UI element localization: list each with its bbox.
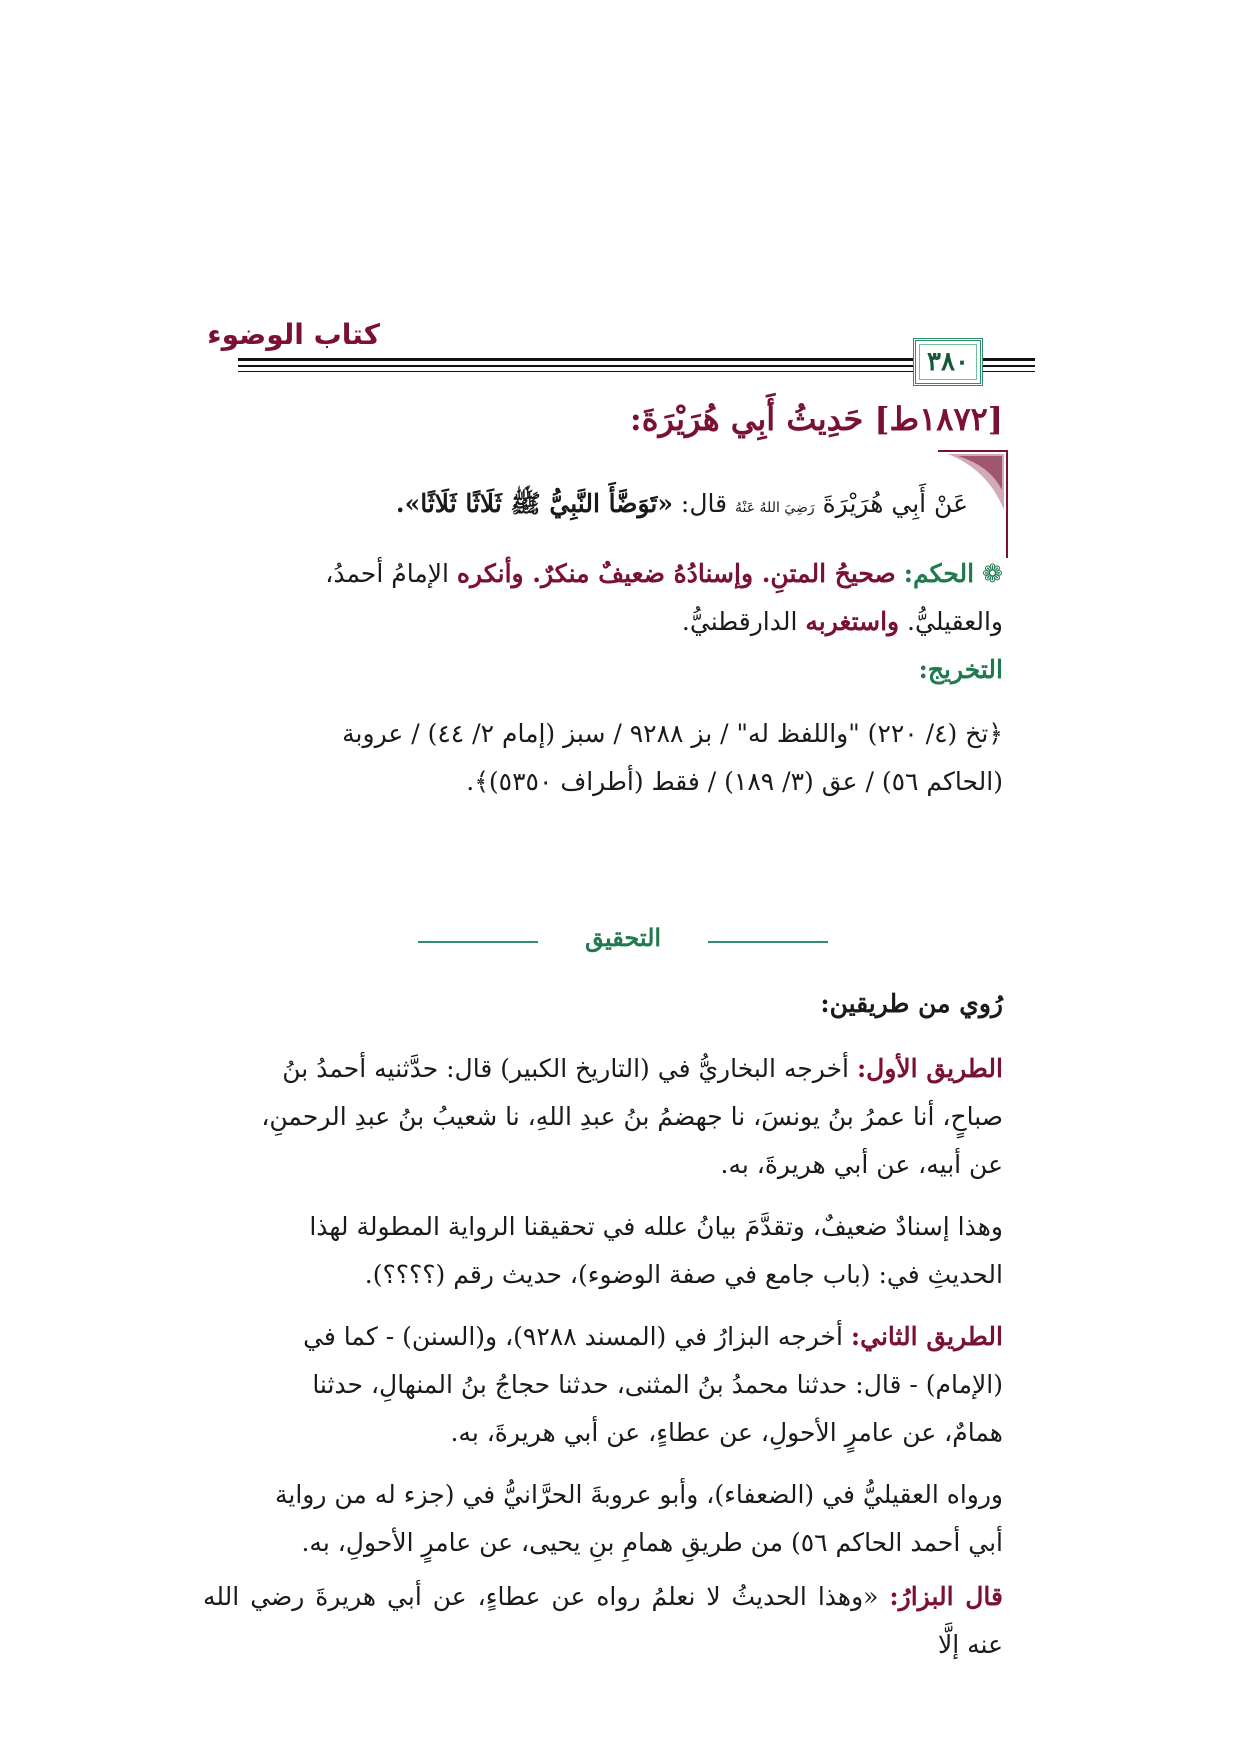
paragraph-4-line-1: ورواه العقيليُّ في (الضعفاء)، وأبو عروبةَ الحرَّانيُّ في (جزء له من رواية xyxy=(274,1480,1003,1509)
flower-icon: ❁ xyxy=(982,559,1003,588)
bazzar-label: قال البزارُ: xyxy=(889,1582,1003,1611)
ruling-label: الحكم: xyxy=(903,559,975,588)
takhrij-line-1: ﴿تخ (٤/ ٢٢٠) "واللفظ له" / بز ٩٢٨٨ / سبز (إمام ٢/ ٤٤) / عروبة xyxy=(342,719,1003,748)
intro-paragraph: رُوي من طريقين: xyxy=(820,989,1003,1018)
page-number-box xyxy=(913,338,983,386)
ruling-line-1 xyxy=(203,552,1003,596)
paragraph-2-line-1: وهذا إسنادٌ ضعيفٌ، وتقدَّمَ بيانُ علله في تحقيقنا الرواية المطولة لهذا xyxy=(309,1212,1003,1241)
page-number: ٣٨٠ xyxy=(927,347,969,377)
page-number-frame xyxy=(919,344,977,380)
ruling-rest: الإمامُ أحمدُ، xyxy=(325,559,449,588)
paragraph-3-line-3: همامٌ، عن عامرٍ الأحولِ، عن عطاءٍ، عن أبي هريرةَ، به. xyxy=(450,1418,1003,1447)
honorific: رَضِيَ اللهُ عَنْهُ xyxy=(735,500,815,516)
paragraph-5-line-1 xyxy=(203,1573,1003,1669)
ruling-line2-red: واستغربه xyxy=(805,607,900,636)
takhrij-label: التخريج: xyxy=(918,655,1003,684)
tahqiq-label: التحقيق xyxy=(584,923,662,952)
ruling-line2-start: والعقيليُّ. xyxy=(907,607,1003,636)
paragraph-1-line-1 xyxy=(203,1045,1003,1093)
paragraph-text: «وهذا الحديثُ لا نعلمُ رواه عن عطاءٍ، عن أبي هريرةَ رضي الله عنه إلَّا xyxy=(203,1582,1003,1659)
ruling-line2-end: الدارقطنيُّ. xyxy=(681,607,798,636)
first-route-label: الطريق الأول: xyxy=(856,1054,1003,1083)
hadith-intro: عَنْ أَبِي هُرَيْرَةَ xyxy=(822,489,968,518)
paragraph-3-line-2: (الإمام) - قال: حدثنا محمدُ بنُ المثنى، حدثنا حجاجُ بنُ المنهالِ، حدثنا xyxy=(312,1370,1003,1399)
tahqiq-divider xyxy=(418,923,828,953)
hadith-text xyxy=(228,488,968,525)
ruling-line-2 xyxy=(203,600,1003,644)
paragraph-2-line-2: الحديثِ في: (باب جامع في صفة الوضوء)، حديث رقم (؟؟؟؟). xyxy=(364,1260,1003,1289)
paragraph-text: أخرجه البزارُ في (المسند ٩٢٨٨)، و(السنن) - كما في xyxy=(303,1322,843,1351)
book-title: كتاب الوضوء xyxy=(207,318,380,351)
ruling-verdict: صحيحُ المتنِ. وإسنادُهُ ضعيفٌ منكرٌ. وأنكره xyxy=(456,559,896,588)
hadith-heading: [١٨٧٢ط] حَدِيثُ أَبِي هُرَيْرَةَ: xyxy=(629,400,1003,438)
paragraph-1-line-3: عن أبيه، عن أبي هريرةَ، به. xyxy=(720,1150,1003,1179)
takhrij-line-2: (الحاكم ٥٦) / عق (٣/ ١٨٩) / فقط (أطراف ٥٣٥٠)﴾. xyxy=(466,767,1003,796)
said-word: قال: xyxy=(680,489,728,518)
second-route-label: الطريق الثاني: xyxy=(850,1322,1003,1351)
hadith-quote: «تَوَضَّأَ النَّبِيُّ ﷺ ثَلَاثًا ثَلَاثًا». xyxy=(395,489,673,518)
paragraph-1-line-2: صباحٍ، أنا عمرُ بنُ يونسَ، نا جهضمُ بنُ عبدِ اللهِ، نا شعيبُ بنُ عبدِ الرحمنِ، xyxy=(261,1102,1003,1131)
paragraph-4-line-2: أبي أحمد الحاكم ٥٦) من طريقِ همامِ بنِ يحيى، عن عامرٍ الأحولِ، به. xyxy=(301,1528,1003,1557)
paragraph-3-line-1 xyxy=(203,1313,1003,1361)
paragraph-text: أخرجه البخاريُّ في (التاريخ الكبير) قال: حدَّثنيه أحمدُ بنُ xyxy=(282,1054,849,1083)
